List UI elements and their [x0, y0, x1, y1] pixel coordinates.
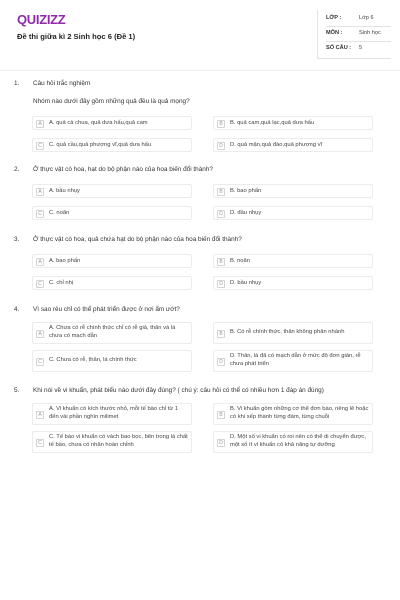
option-a[interactable]	[32, 322, 192, 344]
question-number: 1.	[14, 80, 20, 87]
question-number: 4.	[14, 306, 20, 313]
option-a[interactable]	[32, 254, 192, 268]
option-letter: A	[36, 411, 44, 419]
option-text: A. bầu nhụy	[49, 188, 80, 194]
meta-divider	[326, 41, 391, 42]
option-text: B. Có rễ chính thức, thân không phân nhánh	[230, 329, 345, 335]
option-text: D. Một số vi khuẩn có roi nên có thể di chuyển được, một số ít vi khuẩn có khả năng tự dưỡng	[230, 434, 366, 448]
option-text: C. quả cầu,quả phượng vĩ,quả dưa hấu	[49, 142, 152, 148]
meta-count-row	[326, 45, 391, 57]
worksheet-header	[0, 0, 400, 70]
option-c[interactable]	[32, 276, 192, 290]
option-letter: C	[36, 280, 44, 288]
option-text: D. bầu nhụy	[230, 280, 262, 286]
option-letter: B	[217, 188, 225, 196]
option-letter: D	[217, 358, 225, 366]
option-text: A. quả cà chua, quả dưa hấu,quả cam	[49, 120, 148, 126]
option-letter: C	[36, 142, 44, 150]
option-b[interactable]	[213, 322, 373, 344]
option-d[interactable]	[213, 350, 373, 372]
option-letter: D	[217, 439, 225, 447]
question-section-label: Câu hỏi trắc nghiệm	[33, 80, 91, 87]
option-text: B. bao phấn	[230, 188, 262, 194]
option-text: B. quả cam,quả lạc,quả dưa hấu	[230, 120, 315, 126]
meta-count-value: 5	[359, 45, 363, 51]
option-text: A. Chưa có rễ chính thức chỉ có rễ giả, thân và lá chưa có mạch dẫn	[49, 325, 176, 339]
option-c[interactable]	[32, 138, 192, 152]
option-letter: C	[36, 210, 44, 218]
question-text: Nhóm nào dưới đây gồm những quả đều là quả mọng?	[33, 98, 190, 105]
meta-class-label: LỚP :	[326, 15, 342, 21]
option-b[interactable]	[213, 116, 373, 130]
meta-subject-value: Sinh học	[359, 30, 381, 36]
question-text: Khi nói về vi khuẩn, phát biểu nào dưới đây đúng? ( chú ý: câu hỏi có thể có nhiều hơn 1 đáp án đúng)	[33, 387, 324, 394]
option-text: A. Vi khuẩn có kích thước nhỏ, mỗi tế bào chỉ từ 1 đến vài phần nghìn milimet	[49, 406, 179, 420]
header-divider	[0, 70, 400, 71]
worksheet-meta-box	[317, 10, 391, 59]
option-letter: A	[36, 188, 44, 196]
option-text: C. Chưa có rễ, thân, lá chính thức	[49, 357, 137, 363]
option-a[interactable]	[32, 116, 192, 130]
option-d[interactable]	[213, 206, 373, 220]
question-number: 3.	[14, 236, 20, 243]
question-number: 5.	[14, 387, 20, 394]
option-letter: B	[217, 120, 225, 128]
option-letter: C	[36, 439, 44, 447]
option-c[interactable]	[32, 431, 192, 453]
option-d[interactable]	[213, 431, 373, 453]
option-text: C. chỉ nhị	[49, 280, 74, 286]
question-text: Vì sao rêu chỉ có thể phát triển được ở nơi ẩm ướt?	[33, 306, 180, 313]
option-letter: A	[36, 258, 44, 266]
page-title: Đề thi giữa kì 2 Sinh học 6 (Đề 1)	[17, 32, 136, 41]
option-c[interactable]	[32, 350, 192, 372]
option-letter: D	[217, 280, 225, 288]
option-letter: D	[217, 210, 225, 218]
option-letter: A	[36, 330, 44, 338]
option-text: C. noãn	[49, 210, 70, 216]
meta-subject-label: MÔN :	[326, 30, 343, 36]
option-d[interactable]	[213, 138, 373, 152]
option-a[interactable]	[32, 403, 192, 425]
option-text: B. noãn	[230, 258, 250, 264]
option-text: D. Thân, lá đã có mạch dẫn ở mức độ đơn giản, rễ chưa phát triển	[230, 353, 361, 367]
meta-count-label: SỐ CÂU :	[326, 45, 352, 51]
option-letter: D	[217, 142, 225, 150]
question-text: Ở thực vật có hoa, hạt do bộ phận nào của hoa biến đổi thành?	[33, 166, 213, 173]
option-text: A. bao phấn	[49, 258, 81, 264]
question-text: Ở thực vật có hoa, quả chứa hạt do bộ phận nào của hoa biến đổi thành?	[33, 236, 242, 243]
option-letter: A	[36, 120, 44, 128]
option-b[interactable]	[213, 403, 373, 425]
question-number: 2.	[14, 166, 20, 173]
meta-class-value: Lớp 6	[359, 15, 374, 21]
option-b[interactable]	[213, 184, 373, 198]
option-text: D. đầu nhụy	[230, 210, 262, 216]
option-text: C. Tế bào vi khuẩn có vách bao bọc, bên trong là chất tế bào, chưa có nhân hoàn chỉnh	[49, 434, 188, 448]
option-text: D. quả mận,quả đào,quả phượng vĩ	[230, 142, 323, 148]
option-text: B. Vi khuẩn gồm những cơ thể đơn bào, riêng lẻ hoặc có khi xếp thành từng đám, từng chuỗi	[230, 406, 369, 420]
option-letter: B	[217, 258, 225, 266]
option-letter: B	[217, 411, 225, 419]
option-a[interactable]	[32, 184, 192, 198]
option-b[interactable]	[213, 254, 373, 268]
option-letter: B	[217, 330, 225, 338]
option-d[interactable]	[213, 276, 373, 290]
meta-divider	[326, 26, 391, 27]
quizizz-logo: QUIZIZZ	[17, 12, 66, 27]
option-c[interactable]	[32, 206, 192, 220]
option-letter: C	[36, 358, 44, 366]
